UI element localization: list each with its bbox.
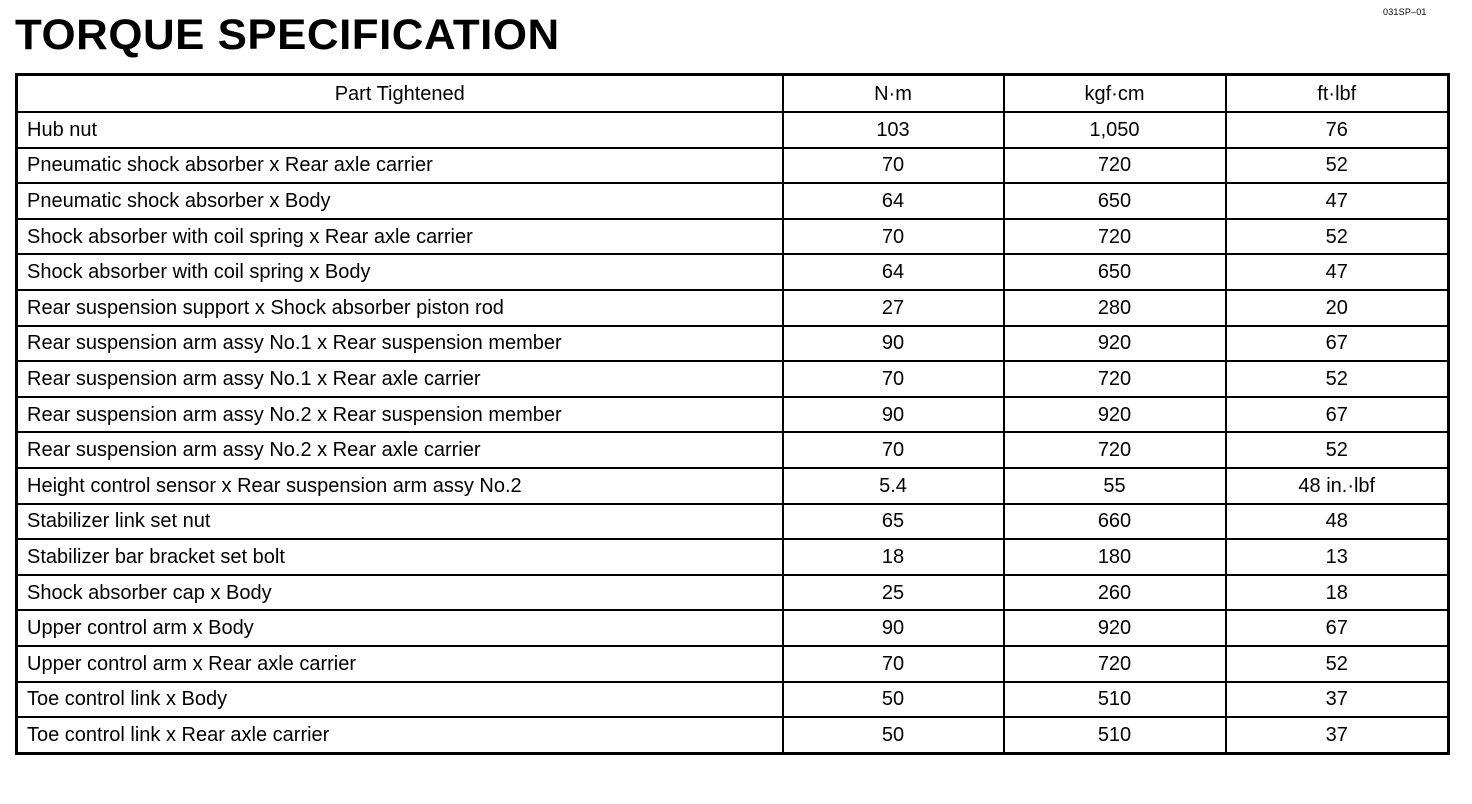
- cell-part: Hub nut: [17, 112, 783, 148]
- cell-ft-lbf: 20: [1226, 290, 1449, 326]
- cell-part: Height control sensor x Rear suspension arm assy No.2: [17, 468, 783, 504]
- cell-part: Rear suspension arm assy No.1 x Rear axle carrier: [17, 361, 783, 397]
- cell-kgf-cm: 650: [1004, 254, 1226, 290]
- cell-part: Rear suspension arm assy No.1 x Rear suspension member: [17, 326, 783, 362]
- cell-part: Upper control arm x Body: [17, 610, 783, 646]
- cell-kgf-cm: 1,050: [1004, 112, 1226, 148]
- cell-kgf-cm: 510: [1004, 682, 1226, 718]
- table-row: [17, 432, 1449, 468]
- table-row: [17, 148, 1449, 184]
- cell-kgf-cm: 280: [1004, 290, 1226, 326]
- cell-ft-lbf: 52: [1226, 148, 1449, 184]
- cell-part: Shock absorber with coil spring x Rear axle carrier: [17, 219, 783, 255]
- page-title: TORQUE SPECIFICATION: [15, 11, 560, 59]
- cell-nm: 90: [783, 326, 1004, 362]
- cell-nm: 64: [783, 254, 1004, 290]
- cell-ft-lbf: 48 in.·lbf: [1226, 468, 1449, 504]
- table-header-row: [17, 75, 1449, 113]
- cell-ft-lbf: 48: [1226, 504, 1449, 540]
- cell-part: Rear suspension arm assy No.2 x Rear suspension member: [17, 397, 783, 433]
- table-row: [17, 361, 1449, 397]
- cell-kgf-cm: 660: [1004, 504, 1226, 540]
- cell-ft-lbf: 67: [1226, 326, 1449, 362]
- cell-ft-lbf: 37: [1226, 717, 1449, 753]
- table-row: [17, 290, 1449, 326]
- cell-kgf-cm: 180: [1004, 539, 1226, 575]
- cell-kgf-cm: 650: [1004, 183, 1226, 219]
- table-row: [17, 326, 1449, 362]
- cell-ft-lbf: 52: [1226, 432, 1449, 468]
- header-kgf-cm: kgf·cm: [1004, 75, 1226, 113]
- table-row: [17, 397, 1449, 433]
- torque-specification-table: [15, 73, 1450, 755]
- cell-nm: 27: [783, 290, 1004, 326]
- cell-kgf-cm: 510: [1004, 717, 1226, 753]
- cell-nm: 64: [783, 183, 1004, 219]
- cell-ft-lbf: 76: [1226, 112, 1449, 148]
- cell-part: Pneumatic shock absorber x Rear axle carrier: [17, 148, 783, 184]
- cell-ft-lbf: 47: [1226, 254, 1449, 290]
- cell-part: Pneumatic shock absorber x Body: [17, 183, 783, 219]
- cell-nm: 70: [783, 361, 1004, 397]
- cell-part: Shock absorber with coil spring x Body: [17, 254, 783, 290]
- header-ft-lbf: ft·lbf: [1226, 75, 1449, 113]
- table-row: [17, 539, 1449, 575]
- header-nm: N·m: [783, 75, 1004, 113]
- cell-nm: 70: [783, 646, 1004, 682]
- cell-ft-lbf: 67: [1226, 610, 1449, 646]
- cell-kgf-cm: 920: [1004, 397, 1226, 433]
- cell-part: Stabilizer bar bracket set bolt: [17, 539, 783, 575]
- cell-part: Shock absorber cap x Body: [17, 575, 783, 611]
- table-row: [17, 468, 1449, 504]
- cell-ft-lbf: 52: [1226, 646, 1449, 682]
- header-part-tightened: Part Tightened: [17, 75, 783, 113]
- cell-kgf-cm: 920: [1004, 610, 1226, 646]
- cell-ft-lbf: 52: [1226, 361, 1449, 397]
- table-row: [17, 219, 1449, 255]
- cell-nm: 103: [783, 112, 1004, 148]
- cell-nm: 70: [783, 219, 1004, 255]
- cell-part: Stabilizer link set nut: [17, 504, 783, 540]
- cell-nm: 90: [783, 397, 1004, 433]
- cell-kgf-cm: 720: [1004, 219, 1226, 255]
- table-row: [17, 112, 1449, 148]
- cell-part: Toe control link x Rear axle carrier: [17, 717, 783, 753]
- cell-ft-lbf: 37: [1226, 682, 1449, 718]
- cell-ft-lbf: 67: [1226, 397, 1449, 433]
- document-code: 031SP–01: [1383, 7, 1427, 17]
- cell-nm: 18: [783, 539, 1004, 575]
- cell-ft-lbf: 47: [1226, 183, 1449, 219]
- cell-nm: 5.4: [783, 468, 1004, 504]
- table-row: [17, 254, 1449, 290]
- table-row: [17, 504, 1449, 540]
- cell-kgf-cm: 720: [1004, 361, 1226, 397]
- cell-ft-lbf: 18: [1226, 575, 1449, 611]
- table-row: [17, 682, 1449, 718]
- cell-nm: 70: [783, 432, 1004, 468]
- cell-ft-lbf: 52: [1226, 219, 1449, 255]
- cell-kgf-cm: 920: [1004, 326, 1226, 362]
- cell-nm: 65: [783, 504, 1004, 540]
- cell-part: Rear suspension support x Shock absorber piston rod: [17, 290, 783, 326]
- cell-nm: 25: [783, 575, 1004, 611]
- cell-part: Rear suspension arm assy No.2 x Rear axle carrier: [17, 432, 783, 468]
- cell-ft-lbf: 13: [1226, 539, 1449, 575]
- cell-part: Toe control link x Body: [17, 682, 783, 718]
- table-row: [17, 575, 1449, 611]
- table-row: [17, 646, 1449, 682]
- table-row: [17, 183, 1449, 219]
- cell-nm: 50: [783, 717, 1004, 753]
- cell-part: Upper control arm x Rear axle carrier: [17, 646, 783, 682]
- table-row: [17, 610, 1449, 646]
- cell-kgf-cm: 720: [1004, 148, 1226, 184]
- cell-nm: 90: [783, 610, 1004, 646]
- cell-kgf-cm: 720: [1004, 432, 1226, 468]
- cell-kgf-cm: 720: [1004, 646, 1226, 682]
- cell-kgf-cm: 55: [1004, 468, 1226, 504]
- cell-nm: 70: [783, 148, 1004, 184]
- cell-kgf-cm: 260: [1004, 575, 1226, 611]
- cell-nm: 50: [783, 682, 1004, 718]
- table-row: [17, 717, 1449, 753]
